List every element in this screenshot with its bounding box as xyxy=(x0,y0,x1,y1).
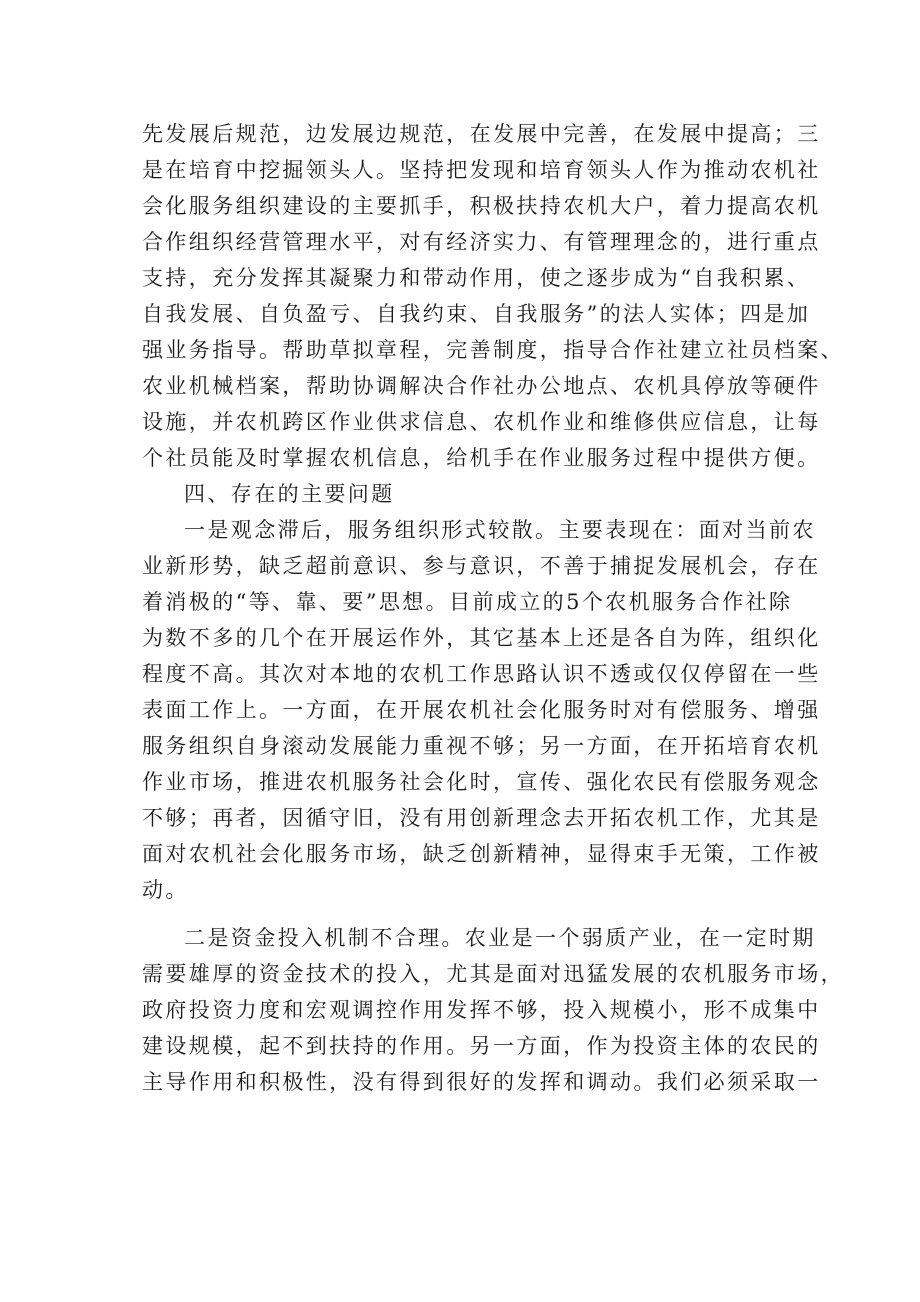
paragraph-1-line: 个社员能及时掌握农机信息，给机手在作业服务过程中提供方便。 xyxy=(142,446,821,470)
paragraph-2-line: 程度不高。其次对本地的农机工作思路认识不透或仅仅停留在一些 xyxy=(142,662,821,686)
paragraph-1-line: 会化服务组织建设的主要抓手，积极扶持农机大户，着力提高农机 xyxy=(142,194,821,218)
paragraph-1-line: 合作组织经营管理水平，对有经济实力、有管理理念的，进行重点 xyxy=(142,230,821,254)
paragraph-1-line: 支持，充分发挥其凝聚力和带动作用，使之逐步成为“自我积累、 xyxy=(142,266,811,290)
paragraph-2-line: 服务组织自身滚动发展能力重视不够；另一方面，在开拓培育农机 xyxy=(142,734,821,758)
paragraph-2-line: 表面工作上。一方面，在开展农机社会化服务时对有偿服务、增强 xyxy=(142,698,821,722)
paragraph-1-line: 先发展后规范，边发展边规范，在发展中完善，在发展中提高；三 xyxy=(142,122,821,146)
section-heading: 四、存在的主要问题 xyxy=(184,482,395,506)
paragraph-2-line: 业新形势，缺乏超前意识、参与意识，不善于捕捉发展机会，存在 xyxy=(142,554,821,578)
paragraph-2-line: 一是观念滞后，服务组织形式较散。主要表现在：面对当前农 xyxy=(184,518,816,542)
paragraph-2-line: 为数不多的几个在开展运作外，其它基本上还是各自为阵，组织化 xyxy=(142,626,821,650)
paragraph-3-line: 建设规模，起不到扶持的作用。另一方面，作为投资主体的农民的 xyxy=(142,1034,821,1058)
paragraph-3-line: 主导作用和积极性，没有得到很好的发挥和调动。我们必须采取一 xyxy=(142,1070,821,1094)
paragraph-2-line: 动。 xyxy=(142,878,189,902)
paragraph-1-line: 自我发展、自负盈亏、自我约束、自我服务”的法人实体；四是加 xyxy=(142,302,811,326)
paragraph-2-line: 着消极的“等、靠、要”思想。目前成立的5个农机服务合作社除 xyxy=(142,590,793,614)
paragraph-1-line: 农业机械档案，帮助协调解决合作社办公地点、农机具停放等硬件 xyxy=(142,374,821,398)
paragraph-3-line: 政府投资力度和宏观调控作用发挥不够，投入规模小，形不成集中 xyxy=(142,998,821,1022)
paragraph-1-line: 设施，并农机跨区作业供求信息、农机作业和维修供应信息，让每 xyxy=(142,410,821,434)
paragraph-1-line: 强业务指导。帮助草拟章程，完善制度，指导合作社建立社员档案、 xyxy=(142,338,844,362)
paragraph-2-line: 面对农机社会化服务市场，缺乏创新精神，显得束手无策，工作被 xyxy=(142,842,821,866)
paragraph-3-line: 需要雄厚的资金技术的投入，尤其是面对迅猛发展的农机服务市场， xyxy=(142,962,844,986)
paragraph-2-line: 不够；再者，因循守旧，没有用创新理念去开拓农机工作，尤其是 xyxy=(142,806,821,830)
paragraph-2-line: 作业市场，推进农机服务社会化时，宣传、强化农民有偿服务观念 xyxy=(142,770,821,794)
paragraph-1-line: 是在培育中挖掘领头人。坚持把发现和培育领头人作为推动农机社 xyxy=(142,158,821,182)
paragraph-3-line: 二是资金投入机制不合理。农业是一个弱质产业，在一定时期 xyxy=(184,926,816,950)
